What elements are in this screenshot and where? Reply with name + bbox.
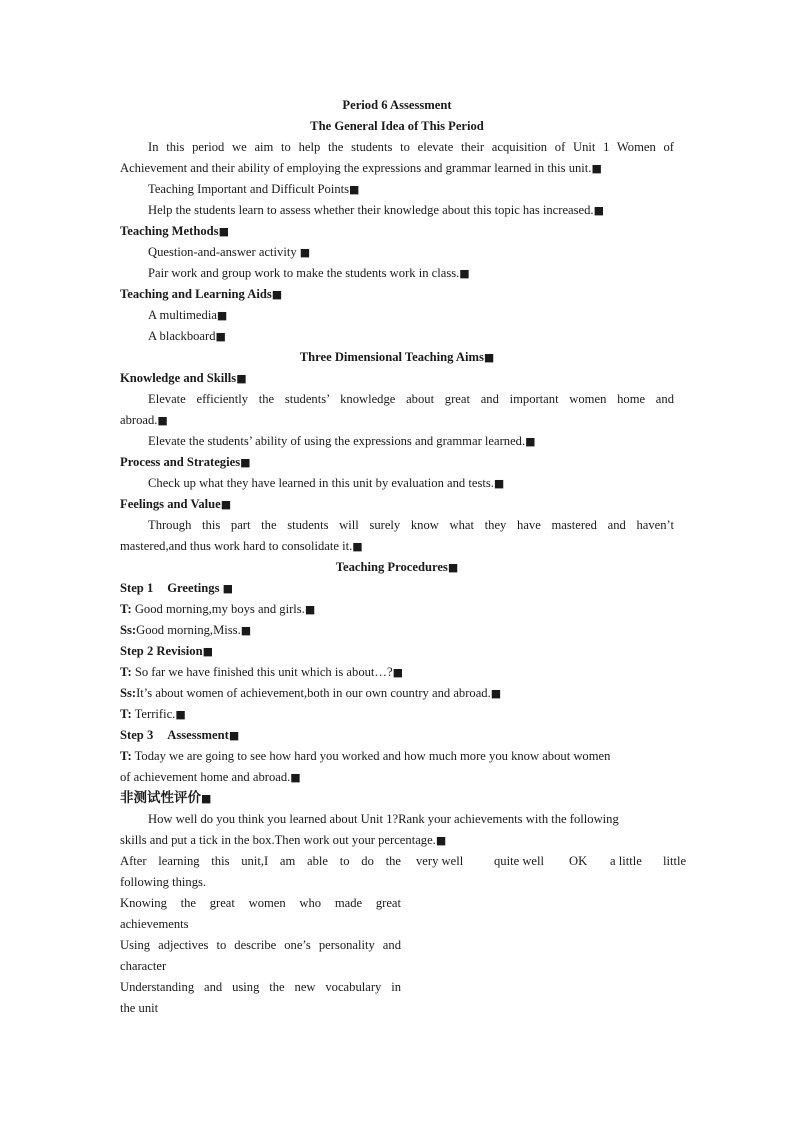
paragraph-mark: ■ [299,246,311,259]
step-3-heading: Step 3 Assessment■ [120,728,240,742]
method-item-1: Question-and-answer activity ■ [148,245,311,259]
dialogue-teacher-2: T: So far we have finished this unit which is about…?■ [120,665,403,679]
rank-line-2: skills and put a tick in the box.Then work out your percentage.■ [120,833,447,847]
paragraph-mark: ■ [220,498,232,511]
process-heading: Process and Strategies■ [120,455,251,469]
dialogue-teacher-4: T: Today we are going to see how hard you worked and how much more you know about women [120,749,611,763]
paragraph-mark: ■ [352,540,363,553]
paragraph-mark: ■ [215,330,226,343]
table-row-3-line-2: the unit [120,1001,159,1015]
knowledge-heading: Knowledge and Skills■ [120,371,247,385]
paragraph-mark: ■ [435,834,447,847]
feelings-heading: Feelings and Value■ [120,497,232,511]
column-header-quite-well: quite well [494,854,545,868]
knowledge-line-1b: abroad.■ [120,413,168,427]
table-row-2-line-2: character [120,959,167,973]
paragraph-mark: ■ [202,645,213,658]
dialogue-teacher-1: T: Good morning,my boys and girls.■ [120,602,316,616]
rank-line-1: How well do you think you learned about Unit 1?Rank your achievements with the following [148,812,619,826]
paragraph-mark: ■ [240,456,251,469]
table-row-3-line-1: Understanding and using the new vocabulary in [120,980,401,994]
paragraph-mark: ■ [222,582,234,595]
table-row-2-line-1: Using adjectives to describe one’s personality and [120,938,401,952]
paragraph-mark: ■ [271,288,283,301]
step-2-heading: Step 2 Revision■ [120,644,213,658]
aims-heading: Three Dimensional Teaching Aims■ [299,350,495,364]
dialogue-students-2: Ss:It’s about women of achievement,both in our own country and abroad.■ [120,686,502,700]
important-points-line: Teaching Important and Difficult Points■ [148,182,360,196]
feelings-line-2: mastered,and thus work hard to consolidate it.■ [120,539,363,553]
paragraph-mark: ■ [483,351,495,364]
paragraph-mark: ■ [490,687,502,700]
dialogue-teacher-4-cont: of achievement home and abroad.■ [120,770,301,784]
table-lead-line-1: After learning this unit,I am able to do the [120,854,401,868]
paragraph-mark: ■ [157,414,168,427]
column-header-a-little: a little [610,854,642,868]
knowledge-line-1: Elevate efficiently the students’ knowledge about great and important women home and [148,392,674,406]
column-header-ok: OK [569,854,588,868]
paragraph-mark: ■ [290,771,301,784]
aids-heading: Teaching and Learning Aids■ [120,287,283,301]
table-lead-line-2: following things. [120,875,207,889]
paragraph-mark: ■ [392,666,403,679]
paragraph-mark: ■ [459,267,470,280]
paragraph-mark: ■ [240,624,252,637]
table-row-1-line-2: achievements [120,917,189,931]
aid-item-2: A blackboard■ [148,329,226,343]
paragraph-mark: ■ [201,792,212,805]
aid-item-1: A multimedia■ [148,308,228,322]
intro-paragraph-line-2: Achievement and their ability of employing the expressions and grammar learned in this unit.■ [120,161,602,175]
paragraph-mark: ■ [236,372,247,385]
paragraph-mark: ■ [591,162,602,175]
procedures-heading: Teaching Procedures■ [335,560,459,574]
help-line: Help the students learn to assess whether their knowledge about this topic has increased.■ [148,203,604,217]
cn-heading: 非测试性评价■ [120,790,212,806]
paragraph-mark: ■ [447,561,459,574]
intro-paragraph-line-1: In this period we aim to help the students to elevate their acquisition of Unit 1 Women of [148,140,674,154]
paragraph-mark: ■ [175,708,186,721]
method-item-2: Pair work and group work to make the students work in class.■ [148,266,470,280]
column-header-little: little [663,854,687,868]
feelings-line-1: Through this part the students will surely know what they have mastered and haven’t [148,518,674,532]
dialogue-students-1: Ss:Good morning,Miss.■ [120,623,252,637]
paragraph-mark: ■ [525,435,536,448]
paragraph-mark: ■ [218,225,229,238]
knowledge-line-2: Elevate the students’ ability of using the expressions and grammar learned.■ [148,434,536,448]
paragraph-mark: ■ [493,477,505,490]
column-header-very-well: very well [416,854,464,868]
paragraph-mark: ■ [304,603,316,616]
period-title: Period 6 Assessment [342,98,452,112]
paragraph-mark: ■ [593,204,604,217]
paragraph-mark: ■ [349,183,360,196]
paragraph-mark: ■ [216,309,228,322]
methods-heading: Teaching Methods■ [120,224,229,238]
general-idea-heading: The General Idea of This Period [310,119,484,133]
paragraph-mark: ■ [228,729,240,742]
dialogue-teacher-3: T: Terrific.■ [120,707,186,721]
process-line: Check up what they have learned in this unit by evaluation and tests.■ [148,476,505,490]
step-1-heading: Step 1 Greetings ■ [120,581,234,595]
table-row-1-line-1: Knowing the great women who made great [120,896,401,910]
